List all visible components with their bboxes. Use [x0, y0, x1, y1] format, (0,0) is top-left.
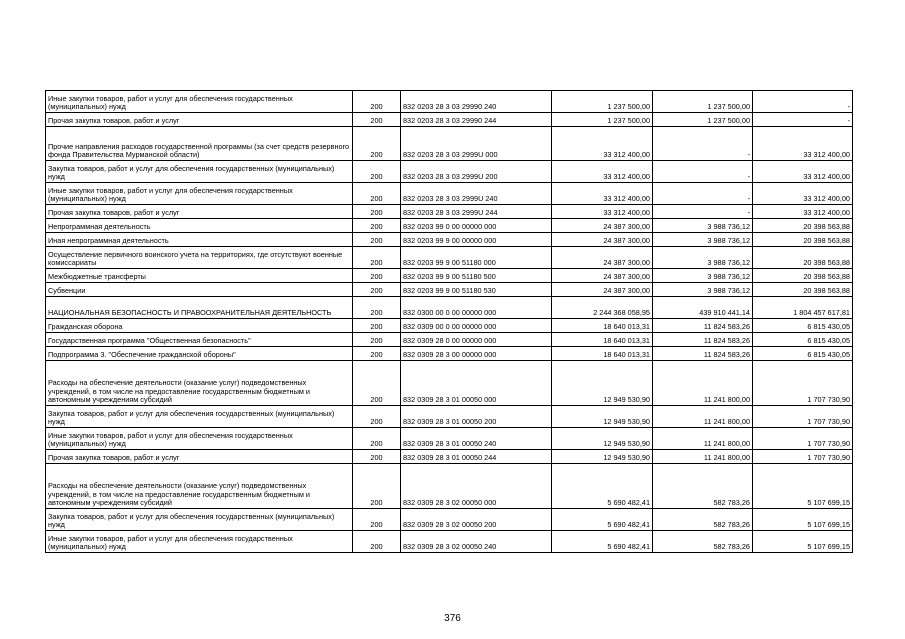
row-name-cell: Расходы на обеспечение деятельности (оказание услуг) подведомственных учреждений, в том числе на предоставление государственным бюджетным и автономным учреждениям субсидий	[46, 361, 353, 406]
row-unexecuted-cell: -	[753, 91, 853, 113]
row-approved-cell: 1 237 500,00	[552, 113, 653, 127]
row-name-cell: Иные закупки товаров, работ и услуг для обеспечения государственных (муниципальных) нужд	[46, 91, 353, 113]
row-kbk-cell: 832 0203 28 3 03 2999U 240	[401, 183, 552, 205]
row-unexecuted-cell: 1 707 730,90	[753, 406, 853, 428]
row-approved-cell: 24 387 300,00	[552, 269, 653, 283]
row-kbk-cell: 832 0309 28 3 01 00050 000	[401, 361, 552, 406]
row-code-cell: 200	[353, 205, 401, 219]
row-name-cell: Непрограммная деятельность	[46, 219, 353, 233]
row-code-cell: 200	[353, 269, 401, 283]
row-executed-cell: -	[653, 127, 753, 161]
table-row	[46, 233, 853, 247]
row-unexecuted-cell: 1 707 730,90	[753, 428, 853, 450]
row-unexecuted-cell: 20 398 563,88	[753, 219, 853, 233]
row-kbk-cell: 832 0309 28 3 02 00050 000	[401, 464, 552, 509]
row-unexecuted-cell: 5 107 699,15	[753, 464, 853, 509]
table-row	[46, 269, 853, 283]
row-name-cell: Межбюджетные трансферты	[46, 269, 353, 283]
row-code-cell: 200	[353, 91, 401, 113]
row-unexecuted-cell: -	[753, 113, 853, 127]
row-executed-cell: 3 988 736,12	[653, 283, 753, 297]
row-name-cell: Расходы на обеспечение деятельности (оказание услуг) подведомственных учреждений, в том числе на предоставление государственным бюджетным и автономным учреждениям субсидий	[46, 464, 353, 509]
row-unexecuted-cell: 33 312 400,00	[753, 127, 853, 161]
row-executed-cell: 11 241 800,00	[653, 428, 753, 450]
row-code-cell: 200	[353, 347, 401, 361]
row-executed-cell: 582 783,26	[653, 509, 753, 531]
row-code-cell: 200	[353, 509, 401, 531]
row-unexecuted-cell: 6 815 430,05	[753, 333, 853, 347]
row-unexecuted-cell: 20 398 563,88	[753, 283, 853, 297]
row-name-cell: Иные закупки товаров, работ и услуг для обеспечения государственных (муниципальных) нужд	[46, 183, 353, 205]
row-name-cell: Субвенции	[46, 283, 353, 297]
row-name-cell: Гражданская оборона	[46, 319, 353, 333]
row-name-cell: Прочие направления расходов государственной программы (за счет средств резервного фонда Правительства Мурманской области)	[46, 127, 353, 161]
row-kbk-cell: 832 0309 28 3 01 00050 244	[401, 450, 552, 464]
table-row	[46, 205, 853, 219]
row-executed-cell: 582 783,26	[653, 464, 753, 509]
row-code-cell: 200	[353, 219, 401, 233]
row-code-cell: 200	[353, 464, 401, 509]
row-name-cell: Прочая закупка товаров, работ и услуг	[46, 205, 353, 219]
row-approved-cell: 12 949 530,90	[552, 428, 653, 450]
table-row	[46, 319, 853, 333]
row-code-cell: 200	[353, 247, 401, 269]
row-executed-cell: 11 241 800,00	[653, 406, 753, 428]
table-row	[46, 127, 853, 161]
row-unexecuted-cell: 5 107 699,15	[753, 531, 853, 553]
table-row	[46, 183, 853, 205]
row-kbk-cell: 832 0203 99 9 00 51180 530	[401, 283, 552, 297]
row-kbk-cell: 832 0203 28 3 03 29990 240	[401, 91, 552, 113]
row-approved-cell: 33 312 400,00	[552, 205, 653, 219]
row-code-cell: 200	[353, 319, 401, 333]
table-row	[46, 297, 853, 319]
row-code-cell: 200	[353, 233, 401, 247]
row-executed-cell: 11 824 583,26	[653, 347, 753, 361]
row-executed-cell: 11 824 583,26	[653, 319, 753, 333]
row-unexecuted-cell: 20 398 563,88	[753, 247, 853, 269]
row-unexecuted-cell: 33 312 400,00	[753, 161, 853, 183]
table-row	[46, 464, 853, 509]
table-row	[46, 161, 853, 183]
row-approved-cell: 18 640 013,31	[552, 319, 653, 333]
row-name-cell: Подпрограмма 3. "Обеспечение гражданской обороны"	[46, 347, 353, 361]
row-kbk-cell: 832 0203 28 3 03 2999U 200	[401, 161, 552, 183]
table-row	[46, 91, 853, 113]
row-name-cell: Закупка товаров, работ и услуг для обеспечения государственных (муниципальных) нужд	[46, 509, 353, 531]
table-row	[46, 283, 853, 297]
row-executed-cell: 11 824 583,26	[653, 333, 753, 347]
row-executed-cell: 1 237 500,00	[653, 113, 753, 127]
row-executed-cell: -	[653, 161, 753, 183]
row-name-cell: Иные закупки товаров, работ и услуг для обеспечения государственных (муниципальных) нужд	[46, 531, 353, 553]
row-name-cell: Прочая закупка товаров, работ и услуг	[46, 113, 353, 127]
row-code-cell: 200	[353, 127, 401, 161]
row-unexecuted-cell: 1 804 457 617,81	[753, 297, 853, 319]
row-name-cell: Иная непрограммная деятельность	[46, 233, 353, 247]
row-unexecuted-cell: 33 312 400,00	[753, 205, 853, 219]
row-approved-cell: 24 387 300,00	[552, 219, 653, 233]
row-approved-cell: 5 690 482,41	[552, 531, 653, 553]
row-kbk-cell: 832 0309 28 3 00 00000 000	[401, 347, 552, 361]
row-approved-cell: 18 640 013,31	[552, 347, 653, 361]
row-code-cell: 200	[353, 531, 401, 553]
row-approved-cell: 5 690 482,41	[552, 509, 653, 531]
row-executed-cell: 1 237 500,00	[653, 91, 753, 113]
row-unexecuted-cell: 1 707 730,90	[753, 361, 853, 406]
row-unexecuted-cell: 20 398 563,88	[753, 269, 853, 283]
row-code-cell: 200	[353, 297, 401, 319]
row-approved-cell: 12 949 530,90	[552, 361, 653, 406]
table-row	[46, 347, 853, 361]
table-row	[46, 509, 853, 531]
row-kbk-cell: 832 0300 00 0 00 00000 000	[401, 297, 552, 319]
row-kbk-cell: 832 0203 28 3 03 2999U 244	[401, 205, 552, 219]
row-code-cell: 200	[353, 161, 401, 183]
row-kbk-cell: 832 0309 28 3 01 00050 200	[401, 406, 552, 428]
row-executed-cell: 3 988 736,12	[653, 247, 753, 269]
row-approved-cell: 33 312 400,00	[552, 127, 653, 161]
row-name-cell: Закупка товаров, работ и услуг для обеспечения государственных (муниципальных) нужд	[46, 406, 353, 428]
table-row	[46, 361, 853, 406]
row-name-cell: Государственная программа "Общественная безопасность"	[46, 333, 353, 347]
row-executed-cell: 582 783,26	[653, 531, 753, 553]
row-executed-cell: 11 241 800,00	[653, 450, 753, 464]
row-approved-cell: 24 387 300,00	[552, 283, 653, 297]
row-name-cell: Иные закупки товаров, работ и услуг для обеспечения государственных (муниципальных) нужд	[46, 428, 353, 450]
row-kbk-cell: 832 0203 28 3 03 29990 244	[401, 113, 552, 127]
row-kbk-cell: 832 0309 28 3 01 00050 240	[401, 428, 552, 450]
row-kbk-cell: 832 0203 99 0 00 00000 000	[401, 219, 552, 233]
row-approved-cell: 33 312 400,00	[552, 161, 653, 183]
row-name-cell: Осуществление первичного воинского учета на территориях, где отсутствуют военные комиссариаты	[46, 247, 353, 269]
page-number: 376	[444, 613, 461, 624]
row-code-cell: 200	[353, 406, 401, 428]
row-approved-cell: 24 387 300,00	[552, 247, 653, 269]
row-unexecuted-cell: 6 815 430,05	[753, 347, 853, 361]
row-executed-cell: -	[653, 205, 753, 219]
row-kbk-cell: 832 0309 28 3 02 00050 240	[401, 531, 552, 553]
row-executed-cell: 11 241 800,00	[653, 361, 753, 406]
row-unexecuted-cell: 1 707 730,90	[753, 450, 853, 464]
row-approved-cell: 24 387 300,00	[552, 233, 653, 247]
row-approved-cell: 5 690 482,41	[552, 464, 653, 509]
row-executed-cell: 3 988 736,12	[653, 233, 753, 247]
table-row	[46, 428, 853, 450]
row-code-cell: 200	[353, 450, 401, 464]
row-name-cell: НАЦИОНАЛЬНАЯ БЕЗОПАСНОСТЬ И ПРАВООХРАНИТЕЛЬНАЯ ДЕЯТЕЛЬНОСТЬ	[46, 297, 353, 319]
row-unexecuted-cell: 5 107 699,15	[753, 509, 853, 531]
row-name-cell: Закупка товаров, работ и услуг для обеспечения государственных (муниципальных) нужд	[46, 161, 353, 183]
row-approved-cell: 1 237 500,00	[552, 91, 653, 113]
table-row	[46, 247, 853, 269]
row-code-cell: 200	[353, 428, 401, 450]
row-kbk-cell: 832 0309 28 0 00 00000 000	[401, 333, 552, 347]
row-executed-cell: -	[653, 183, 753, 205]
table-row	[46, 531, 853, 553]
row-approved-cell: 12 949 530,90	[552, 406, 653, 428]
row-name-cell: Прочая закупка товаров, работ и услуг	[46, 450, 353, 464]
table-row	[46, 450, 853, 464]
row-executed-cell: 439 910 441,14	[653, 297, 753, 319]
row-approved-cell: 2 244 368 058,95	[552, 297, 653, 319]
row-kbk-cell: 832 0203 99 9 00 00000 000	[401, 233, 552, 247]
row-kbk-cell: 832 0309 00 0 00 00000 000	[401, 319, 552, 333]
table-row	[46, 113, 853, 127]
row-approved-cell: 18 640 013,31	[552, 333, 653, 347]
row-executed-cell: 3 988 736,12	[653, 219, 753, 233]
row-approved-cell: 33 312 400,00	[552, 183, 653, 205]
row-unexecuted-cell: 6 815 430,05	[753, 319, 853, 333]
row-executed-cell: 3 988 736,12	[653, 269, 753, 283]
row-code-cell: 200	[353, 113, 401, 127]
row-code-cell: 200	[353, 361, 401, 406]
row-kbk-cell: 832 0203 28 3 03 2999U 000	[401, 127, 552, 161]
row-unexecuted-cell: 20 398 563,88	[753, 233, 853, 247]
row-kbk-cell: 832 0203 99 9 00 51180 000	[401, 247, 552, 269]
row-kbk-cell: 832 0309 28 3 02 00050 200	[401, 509, 552, 531]
row-approved-cell: 12 949 530,90	[552, 450, 653, 464]
row-unexecuted-cell: 33 312 400,00	[753, 183, 853, 205]
table-row	[46, 406, 853, 428]
table-row	[46, 333, 853, 347]
row-kbk-cell: 832 0203 99 9 00 51180 500	[401, 269, 552, 283]
budget-execution-table	[45, 90, 853, 553]
table-row	[46, 219, 853, 233]
row-code-cell: 200	[353, 283, 401, 297]
row-code-cell: 200	[353, 333, 401, 347]
row-code-cell: 200	[353, 183, 401, 205]
